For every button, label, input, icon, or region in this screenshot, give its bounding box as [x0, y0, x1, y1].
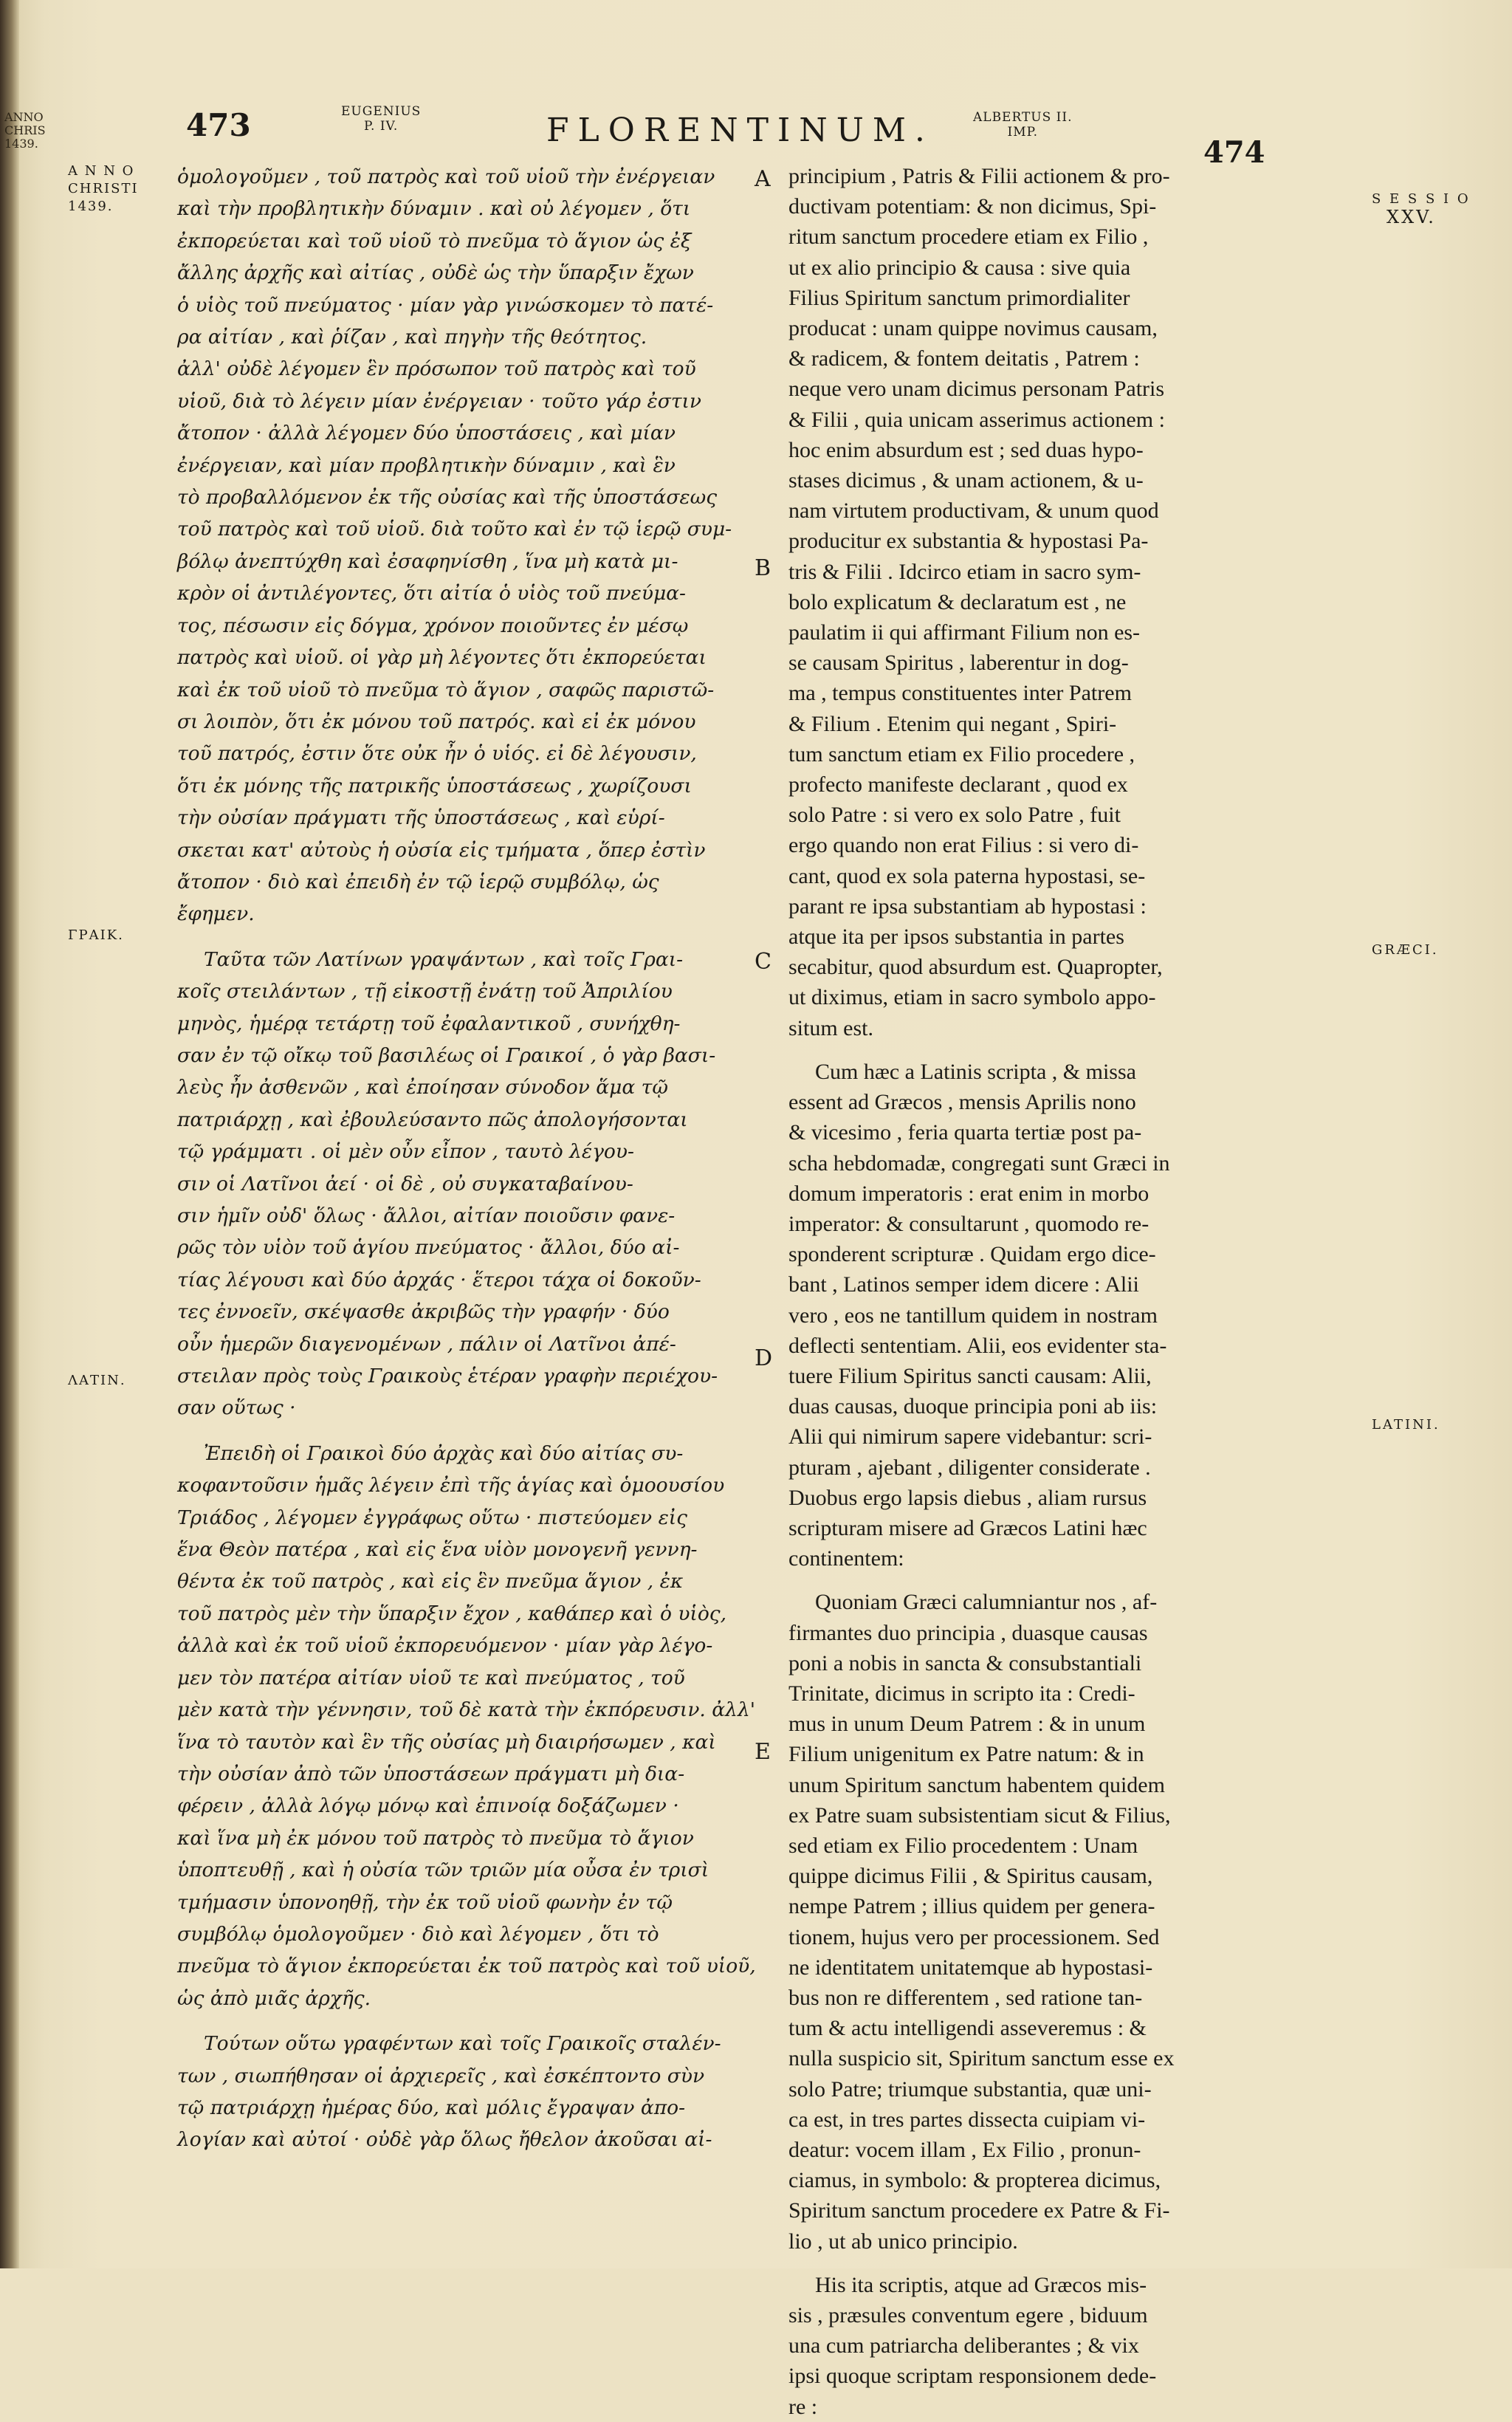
- text-line: ὅτι ἐκ μόνης τῆς πατρικῆς ὑποστάσεως , χωρίζουσι: [177, 774, 692, 797]
- text-line: tum sanctum etiam ex Filio procedere ,: [788, 741, 1135, 766]
- text-line: μὲν κατὰ τὴν γέννησιν, τοῦ δὲ κατὰ τὴν ἐκπόρευσιν. ἀλλ': [177, 1698, 756, 1722]
- text-line: κοῖς στειλάντων , τῇ εἰκοστῇ ἐνάτῃ τοῦ Ἀπριλίου: [177, 980, 673, 1004]
- latin-paragraph-3: [788, 1587, 1268, 2256]
- text-line: & radicem, & fontem deitatis , Patrem :: [788, 346, 1140, 371]
- text-line: producat : unam quippe novimus causam,: [788, 316, 1158, 341]
- text-line: τίας λέγουσι καὶ δύο ἀρχάς · ἕτεροι τάχα οἱ δοκοῦν-: [177, 1268, 701, 1291]
- text-line: bant , Latinos semper idem dicere : Alii: [788, 1272, 1139, 1297]
- text-line: πνεῦμα τὸ ἅγιον ἐκπορεύεται ἐκ τοῦ πατρὸς καὶ τοῦ υἱοῦ,: [177, 1955, 756, 1978]
- text-line: ἄτοπον · ἀλλὰ λέγομεν δύο ὑποστάσεις , καὶ μίαν: [177, 422, 676, 445]
- text-line: τὴν οὐσίαν πράγματι τῆς ὑποστάσεως , καὶ εὑρί-: [177, 806, 665, 830]
- text-line: re :: [788, 2394, 818, 2419]
- margin-anno-christi: A N N O CHRISTI 1439.: [68, 163, 139, 214]
- text-line: ut diximus, etiam in sacro symbolo appo-: [788, 985, 1156, 1010]
- text-line: θέντα ἐκ τοῦ πατρὸς , καὶ εἰς ἓν πνεῦμα ἅγιον , ἐκ: [177, 1570, 684, 1593]
- text-line: σαν ἐν τῷ οἴκῳ τοῦ βασιλέως οἱ Γραικοί , ὁ γὰρ βασι-: [177, 1043, 716, 1067]
- text-line: profecto manifeste declarant , quod ex: [788, 772, 1128, 797]
- text-line: ἀλλὰ καὶ ἐκ τοῦ υἱοῦ ἐκπορευόμενον · μίαν γὰρ λέγο-: [177, 1634, 713, 1658]
- text-line: Cum hæc a Latinis scripta , & missa: [815, 1059, 1136, 1084]
- text-line: Filius Spiritum sanctum primordialiter: [788, 285, 1130, 310]
- greek-paragraph-1: [177, 161, 746, 930]
- text-line: καὶ ἐκ τοῦ υἱοῦ τὸ πνεῦμα τὸ ἅγιον , σαφῶς παριστῶ-: [177, 678, 715, 701]
- text-line: ὁμολογοῦμεν , τοῦ πατρὸς καὶ τοῦ υἱοῦ τὴν ἐνέργειαν: [177, 165, 715, 188]
- left-running-head: EUGENIUS P. IV.: [341, 104, 422, 134]
- text-line: ἄτοπον · διὸ καὶ ἐπειδὴ ἐν τῷ ἱερῷ συμβόλῳ, ὡς: [177, 870, 659, 893]
- text-line: τοῦ πατρός, ἐστιν ὅτε οὐκ ἦν ὁ υἱός. εἰ δὲ λέγουσιν,: [177, 742, 697, 766]
- text-line: pturam , ajebant , diligenter considerate .: [788, 1455, 1151, 1480]
- latin-paragraph-4: [788, 2270, 1268, 2422]
- text-line: τὸ προβαλλόμενον ἐκ τῆς οὐσίας καὶ τῆς ὑποστάσεως: [177, 486, 718, 510]
- text-line: paulatim ii qui affirmant Filium non es-: [788, 620, 1141, 645]
- binding-margin-note: ANNO CHRIS 1439.: [4, 110, 46, 151]
- text-line: υἱοῦ, διὰ τὸ λέγειν μίαν ἐνέργειαν · τοῦτο γάρ ἐστιν: [177, 389, 701, 413]
- text-line: ergo quando non erat Filius : si vero di-: [788, 833, 1139, 858]
- greek-column: [177, 161, 756, 2156]
- left-page-number: 473: [186, 107, 251, 143]
- text-line: ut ex alio principio & causa : sive quia: [788, 255, 1131, 280]
- latin-paragraph-2: [788, 1057, 1268, 1574]
- text-line: situm est.: [788, 1015, 874, 1040]
- greek-paragraph-3: [177, 1438, 756, 2014]
- text-line: τὴν οὐσίαν ἀπὸ τῶν ὑποστάσεων πράγματι μὴ δια-: [177, 1762, 685, 1785]
- text-line: una cum patriarcha deliberantes ; & vix: [788, 2333, 1139, 2358]
- text-line: Spiritum sanctum procedere ex Patre & Fi-: [788, 2198, 1170, 2223]
- text-line: ὡς ἀπὸ μιᾶς ἀρχῆς.: [177, 1986, 371, 2010]
- text-line: σκεται κατ' αὐτοὺς ἡ οὐσία εἰς τμήματα , ὅπερ ἐστὶν: [177, 838, 706, 862]
- text-line: bus non re differentem , sed ratione tan-: [788, 1985, 1143, 2010]
- text-line: ρα αἰτίαν , καὶ ῥίζαν , καὶ πηγὴν τῆς θεότητος.: [177, 326, 647, 349]
- page-title: FLORENTINUM.: [546, 112, 934, 149]
- text-line: λεὺς ἦν ἀσθενῶν , καὶ ἐποίησαν σύνοδον ἅμα τῷ: [177, 1076, 668, 1099]
- text-line: ipsi quoque scriptam responsionem dede-: [788, 2364, 1157, 2389]
- text-line: Quoniam Græci calumniantur nos , af-: [815, 1590, 1158, 1615]
- text-line: ἐκπορεύεται καὶ τοῦ υἱοῦ τὸ πνεῦμα τὸ ἅγιον ὡς ἐξ: [177, 229, 692, 253]
- margin-graik: ΓΡΑΙΚ.: [68, 927, 124, 943]
- text-line: poni a nobis in sancta & consubstantiali: [788, 1650, 1142, 1675]
- page-header: [0, 104, 1512, 170]
- text-line: Τριάδος , λέγομεν ἐγγράφως οὕτω · πιστεύομεν εἰς: [177, 1506, 688, 1529]
- text-line: μηνὸς, ἡμέρᾳ τετάρτῃ τοῦ ἐφαλαντικοῦ , συνήχθη-: [177, 1012, 681, 1035]
- text-line: Trinitate, dicimus in scripto ita : Credi-: [788, 1681, 1135, 1706]
- text-line: nempe Patrem ; illius quidem per genera-: [788, 1894, 1155, 1919]
- text-line: τῷ γράμματι . οἱ μὲν οὖν εἶπον , ταυτὸ λέγου-: [177, 1140, 634, 1164]
- text-line: ἄλλης ἀρχῆς καὶ αἰτίας , οὐδὲ ὡς τὴν ὕπαρξιν ἔχων: [177, 261, 694, 285]
- text-line: lio , ut ab unico principio.: [788, 2229, 1018, 2254]
- text-line: ex Patre suam subsistentiam sicut & Filius,: [788, 1802, 1171, 1828]
- margin-graeci: GRÆCI.: [1372, 942, 1439, 958]
- text-line: Ἐπειδὴ οἱ Γραικοὶ δύο ἀρχὰς καὶ δύο αἰτίας συ-: [204, 1441, 684, 1465]
- text-line: μεν τὸν πατέρα αἰτίαν υἱοῦ τε καὶ πνεύματος , τοῦ: [177, 1666, 685, 1689]
- text-line: cant, quod ex sola paterna hypostasi, se-: [788, 863, 1146, 888]
- latin-paragraph-1: [788, 161, 1268, 1043]
- text-line: solo Patre : si vero ex solo Patre , fuit: [788, 803, 1121, 828]
- text-line: φέρειν , ἀλλὰ λόγῳ μόνῳ καὶ ἐπινοίᾳ δοξάζωμεν ·: [177, 1794, 679, 1818]
- right-page-number: 474: [1203, 135, 1265, 170]
- text-line: tris & Filii . Idcirco etiam in sacro sym-: [788, 559, 1141, 584]
- right-running-head: ALBERTUS II. IMP.: [973, 110, 1073, 140]
- text-line: ἵνα τὸ ταυτὸν καὶ ἓν τῆς οὐσίας μὴ διαιρήσωμεν , καὶ: [177, 1730, 716, 1754]
- text-line: βόλῳ ἀνεπτύχθη καὶ ἐσαφηνίσθη , ἵνα μὴ κατὰ μι-: [177, 549, 678, 573]
- text-line: continentem:: [788, 1546, 904, 1571]
- greek-paragraph-4: [177, 2028, 746, 2156]
- text-line: atque ita per ipsos substantia in partes: [788, 924, 1124, 950]
- text-line: πατριάρχῃ , καὶ ἐβουλεύσαντο πῶς ἀπολογήσονται: [177, 1108, 688, 1131]
- text-line: ὑποπτευθῇ , καὶ ἡ οὐσία τῶν τριῶν μία οὖσα ἐν τρισὶ: [177, 1859, 709, 1882]
- text-line: τμήμασιν ὑπονοηθῇ, τὴν ἐκ τοῦ υἱοῦ φωνὴν ἐν τῷ: [177, 1890, 673, 1914]
- text-line: & Filium . Etenim qui negant , Spiri-: [788, 711, 1117, 736]
- text-line: τῷ πατριάρχῃ ἡμέρας δύο, καὶ μόλις ἔγραψαν ἀπο-: [177, 2096, 686, 2119]
- text-line: τος, πέσωσιν εἰς δόγμα, χρόνον ποιοῦντες ἐν μέσῳ: [177, 614, 689, 637]
- text-line: quippe dicimus Filii , & Spiritus causam,: [788, 1864, 1153, 1889]
- latin-column: [788, 161, 1268, 2422]
- greek-paragraph-2: [177, 944, 746, 1424]
- text-line: σαν οὕτως ·: [177, 1396, 296, 1420]
- text-line: καὶ ἵνα μὴ ἐκ μόνου τοῦ πατρὸς τὸ πνεῦμα τὸ ἅγιον: [177, 1826, 694, 1850]
- text-line: κρὸν οἱ ἀντιλέγοντες, ὅτι αἰτία ὁ υἱὸς τοῦ πνεύμα-: [177, 582, 687, 606]
- section-letter-c: C: [755, 949, 772, 975]
- text-line: deatur: vocem illam , Ex Filio , pronun-: [788, 2138, 1141, 2162]
- text-line: tuere Filium Spiritus sancti causam: Alii,: [788, 1363, 1152, 1388]
- text-line: σι λοιπὸν, ὅτι ἐκ μόνου τοῦ πατρός. καὶ εἰ ἐκ μόνου: [177, 710, 696, 733]
- text-line: producitur ex substantia & hypostasi Pa-: [788, 529, 1149, 554]
- text-line: deflecti sententiam. Alii, eos evidenter sta-: [788, 1333, 1167, 1358]
- text-line: σιν οἱ Λατῖνοι ἀεί · οἱ δὲ , οὐ συγκαταβαίνου-: [177, 1172, 633, 1195]
- text-line: principium , Patris & Filii actionem & pro-: [788, 164, 1170, 188]
- text-line: κοφαντοῦσιν ἡμᾶς λέγειν ἐπὶ τῆς ἁγίας καὶ ὁμοουσίου: [177, 1474, 725, 1498]
- text-line: sponderent scripturæ . Quidam ergo dice-: [788, 1242, 1156, 1267]
- text-line: & vicesimo , feria quarta tertiæ post pa-: [788, 1120, 1142, 1145]
- text-line: λογίαν καὶ αὐτοί · οὐδὲ γὰρ ὅλως ἤθελον ἀκοῦσαι αἰ-: [177, 2128, 712, 2152]
- text-line: se causam Spiritus , laberentur in dog-: [788, 651, 1129, 676]
- section-letter-b: B: [755, 555, 772, 581]
- text-line: ρῶς τὸν υἱὸν τοῦ ἁγίου πνεύματος · ἄλλοι, δύο αἰ-: [177, 1236, 680, 1260]
- text-line: unum Spiritum sanctum habentem quidem: [788, 1772, 1165, 1797]
- text-line: ne identitatem unitatemque ab hypostasi-: [788, 1955, 1153, 1980]
- text-line: ἕνα Θεὸν πατέρα , καὶ εἰς ἕνα υἱὸν μονογενῆ γεννη-: [177, 1538, 698, 1562]
- text-line: nulla suspicio sit, Spiritum sanctum esse ex: [788, 2046, 1175, 2071]
- text-line: ductivam potentiam: & non dicimus, Spi-: [788, 194, 1157, 219]
- text-line: & Filii , quia unicam asserimus actionem :: [788, 407, 1165, 432]
- text-line: tionem, hujus vero per processionem. Sed: [788, 1924, 1160, 1949]
- text-line: His ita scriptis, atque ad Græcos mis-: [815, 2272, 1147, 2297]
- text-line: scha hebdomadæ, congregati sunt Græci in: [788, 1150, 1170, 1176]
- text-line: nam virtutem productivam, & unum quod: [788, 498, 1159, 524]
- text-line: sed etiam ex Filio procedentem : Unam: [788, 1833, 1138, 1858]
- text-line: καὶ τὴν προβλητικὴν δύναμιν . καὶ οὐ λέγομεν , ὅτι: [177, 197, 691, 221]
- text-line: essent ad Græcos , mensis Aprilis nono: [788, 1090, 1136, 1115]
- section-letter-a: A: [755, 166, 771, 192]
- text-line: imperator: & consultarunt , quomodo re-: [788, 1211, 1150, 1236]
- text-line: sis , præsules conventum egere , biduum: [788, 2303, 1148, 2328]
- text-line: mus in unum Deum Patrem : & in unum: [788, 1712, 1146, 1737]
- text-line: Ταῦτα τῶν Λατίνων γραψάντων , καὶ τοῖς Γραι-: [204, 947, 684, 971]
- text-line: ἔφημεν.: [177, 902, 255, 926]
- section-letter-e: E: [755, 1739, 771, 1765]
- book-binding: [0, 0, 19, 2268]
- text-line: ἐνέργειαν, καὶ μίαν προβλητικὴν δύναμιν , καὶ ἓν: [177, 453, 676, 477]
- text-line: stases dicimus , & unam actionem, & u-: [788, 468, 1144, 493]
- text-line: οὖν ἡμερῶν διαγενομένων , πάλιν οἱ Λατῖνοι ἀπέ-: [177, 1332, 676, 1356]
- text-line: Τούτων οὕτω γραφέντων καὶ τοῖς Γραικοῖς σταλέν-: [204, 2032, 721, 2056]
- margin-sessio: S E S S I O XXV.: [1372, 191, 1471, 227]
- text-line: domum imperatoris : erat enim in morbo: [788, 1181, 1150, 1206]
- text-line: Duobus ergo lapsis diebus , aliam rursus: [788, 1485, 1147, 1510]
- text-line: τοῦ πατρὸς μὲν τὴν ὕπαρξιν ἔχον , καθάπερ καὶ ὁ υἱὸς,: [177, 1602, 727, 1625]
- text-line: ca est, in tres partes dissecta cuipiam vi-: [788, 2107, 1146, 2132]
- margin-latini: LATINI.: [1372, 1417, 1440, 1433]
- text-line: hoc enim absurdum est ; sed duas hypo-: [788, 437, 1144, 462]
- margin-latin: ΛΑΤΙΝ.: [68, 1373, 126, 1388]
- text-line: Alii qui nimirum sapere videbantur: scri-: [788, 1424, 1152, 1450]
- text-line: tum & actu intelligendi asseveremus : &: [788, 2016, 1147, 2041]
- text-line: Filium unigenitum ex Patre natum: & in: [788, 1742, 1144, 1767]
- text-line: συμβόλῳ ὁμολογοῦμεν · διὸ καὶ λέγομεν , ὅτι τὸ: [177, 1922, 659, 1946]
- text-line: ἀλλ' οὐδὲ λέγομεν ἓν πρόσωπον τοῦ πατρὸς καὶ τοῦ: [177, 357, 696, 381]
- text-line: duas causas, duoque principia poni ab iis:: [788, 1394, 1158, 1419]
- text-line: τοῦ πατρὸς καὶ τοῦ υἱοῦ. διὰ τοῦτο καὶ ἐν τῷ ἱερῷ συμ-: [177, 518, 732, 541]
- text-line: σιν ἡμῖν οὐδ' ὅλως · ἄλλοι, αἰτίαν ποιοῦσιν φανε-: [177, 1204, 676, 1227]
- text-line: neque vero unam dicimus personam Patris: [788, 377, 1165, 402]
- text-line: ciamus, in symbolo: & propterea dicimus,: [788, 2168, 1161, 2193]
- text-line: ὁ υἱὸς τοῦ πνεύματος · μίαν γὰρ γινώσκομεν τὸ πατέ-: [177, 293, 714, 317]
- text-line: ritum sanctum procedere etiam ex Filio ,: [788, 224, 1149, 250]
- text-line: στειλαν πρὸς τοὺς Γραικοὺς ἑτέραν γραφὴν περιέχου-: [177, 1365, 718, 1388]
- text-line: vero , eos ne tantillum quidem in nostram: [788, 1303, 1158, 1328]
- text-line: των , σιωπήθησαν οἱ ἀρχιερεῖς , καὶ ἐσκέπτοντο σὺν: [177, 2064, 705, 2087]
- text-line: πατρὸς καὶ υἱοῦ. οἱ γὰρ μὴ λέγοντες ὅτι ἐκπορεύεται: [177, 646, 707, 670]
- text-line: bolo explicatum & declaratum est , ne: [788, 589, 1127, 614]
- text-line: solo Patre; triumque substantia, quæ uni-: [788, 2076, 1152, 2102]
- section-letter-d: D: [755, 1345, 773, 1371]
- text-line: scripturam misere ad Græcos Latini hæc: [788, 1515, 1147, 1540]
- text-line: firmantes duo principia , duasque causas: [788, 1620, 1148, 1645]
- text-line: τες ἐννοεῖν, σκέψασθε ἀκριβῶς τὴν γραφήν · δύο: [177, 1300, 670, 1324]
- text-line: ma , tempus constituentes inter Patrem: [788, 681, 1132, 706]
- text-line: secabitur, quod absurdum est. Quapropter,: [788, 955, 1163, 980]
- text-line: parant re ipsa substantiam ab hypostasi :: [788, 893, 1147, 919]
